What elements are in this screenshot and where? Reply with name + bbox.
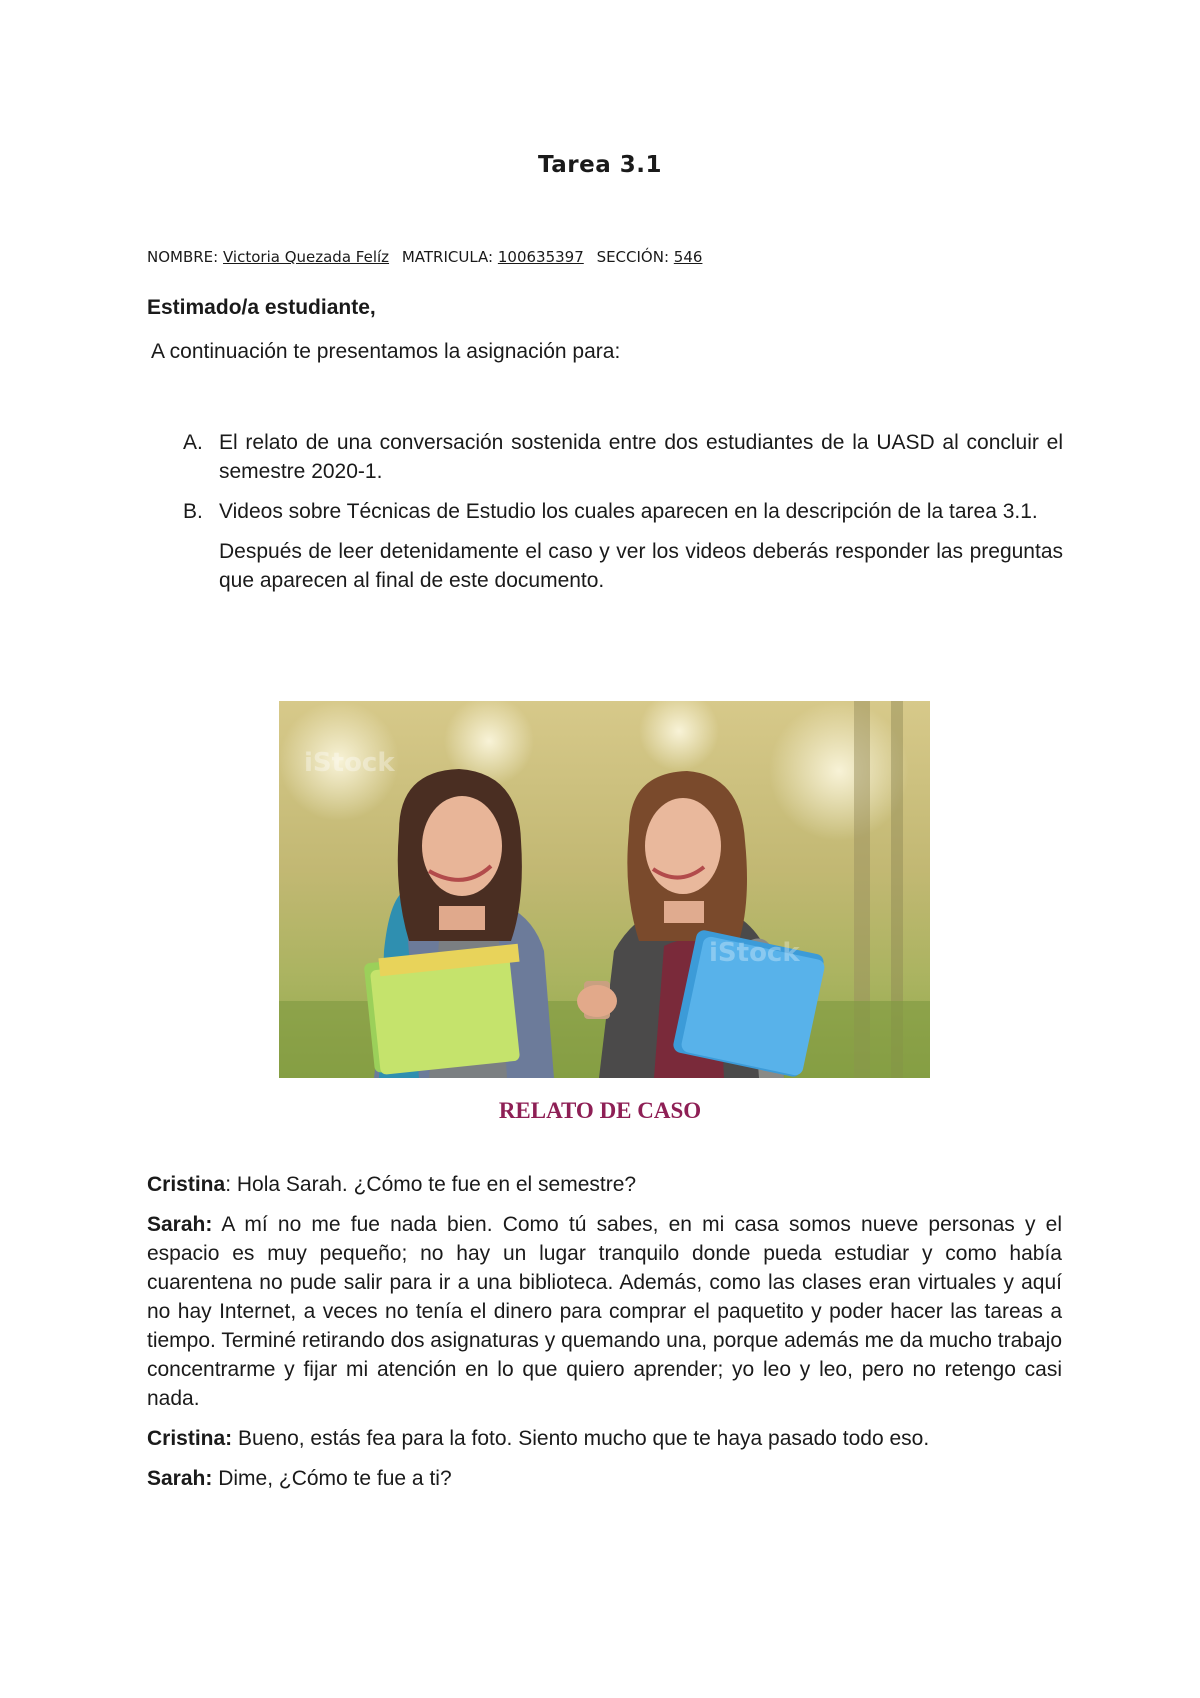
list-item-text: Videos sobre Técnicas de Estudio los cuales aparecen en la descripción de la tarea 3.1. (219, 500, 1038, 523)
dialog-text: Hola Sarah. ¿Cómo te fue en el semestre? (236, 1173, 637, 1196)
id-value: 100635397 (497, 248, 584, 266)
assignment-list (183, 428, 1063, 595)
case-title: RELATO DE CASO (498, 1098, 702, 1123)
list-item-text: El relato de una conversación sostenida entre dos estudiantes de la UASD al concluir el semestre 2020-1. (219, 431, 1063, 483)
intro-text: A continuación te presentamos la asignación para: (151, 340, 621, 363)
name-value: Victoria Quezada Felíz (223, 248, 390, 266)
dialog-text: Dime, ¿Cómo te fue a ti? (218, 1467, 452, 1490)
dialog-line (147, 1210, 1062, 1413)
page-title: Tarea 3.1 (538, 152, 662, 178)
id-label: MATRICULA: (401, 248, 494, 266)
speaker-name: Cristina: (147, 1427, 233, 1450)
dialog-line (147, 1170, 1062, 1199)
student-info (147, 248, 702, 266)
dialog-line (147, 1464, 1062, 1493)
list-marker: B. (183, 500, 203, 523)
section-label: SECCIÓN: (596, 248, 670, 266)
speaker-separator: : (225, 1173, 237, 1196)
case-dialog (147, 1170, 1062, 1504)
instruction-text: Después de leer detenidamente el caso y ver los videos deberás responder las preguntas que aparecen al final de este documento. (219, 540, 1063, 592)
greeting: Estimado/a estudiante, (147, 296, 376, 319)
section-value: 546 (673, 248, 703, 266)
speaker-name: Cristina (147, 1173, 226, 1196)
list-marker: A. (183, 431, 203, 454)
photo-watermark: iStock (304, 748, 395, 778)
dialog-text: Bueno, estás fea para la foto. Siento mucho que te haya pasado todo eso. (238, 1427, 930, 1450)
students-photo (279, 701, 930, 1078)
speaker-name: Sarah: (147, 1213, 213, 1236)
speaker-name: Sarah: (147, 1467, 213, 1490)
dialog-line (147, 1424, 1062, 1453)
list-item (183, 497, 1063, 526)
dialog-text: A mí no me fue nada bien. Como tú sabes, en mi casa somos nueve personas y el espacio es muy pequeño; no hay un lugar tranquilo donde pueda estudiar y como había cuarentena no pude salir para ir a una biblioteca. Además, como las clases eran virtuales y aquí no hay Internet, a veces no tenía el dinero para comprar el paquetito y poder hacer las tareas a tiempo. Terminé retirando dos asignaturas y quemando una, porque además me da mucho trabajo concentrarme y fijar mi atención en lo que quiero aprender; yo leo y leo, pero no retengo casi nada. (147, 1213, 1062, 1410)
photo-watermark: iStock (709, 938, 800, 968)
name-label: NOMBRE: (147, 248, 219, 266)
list-item (183, 428, 1063, 486)
